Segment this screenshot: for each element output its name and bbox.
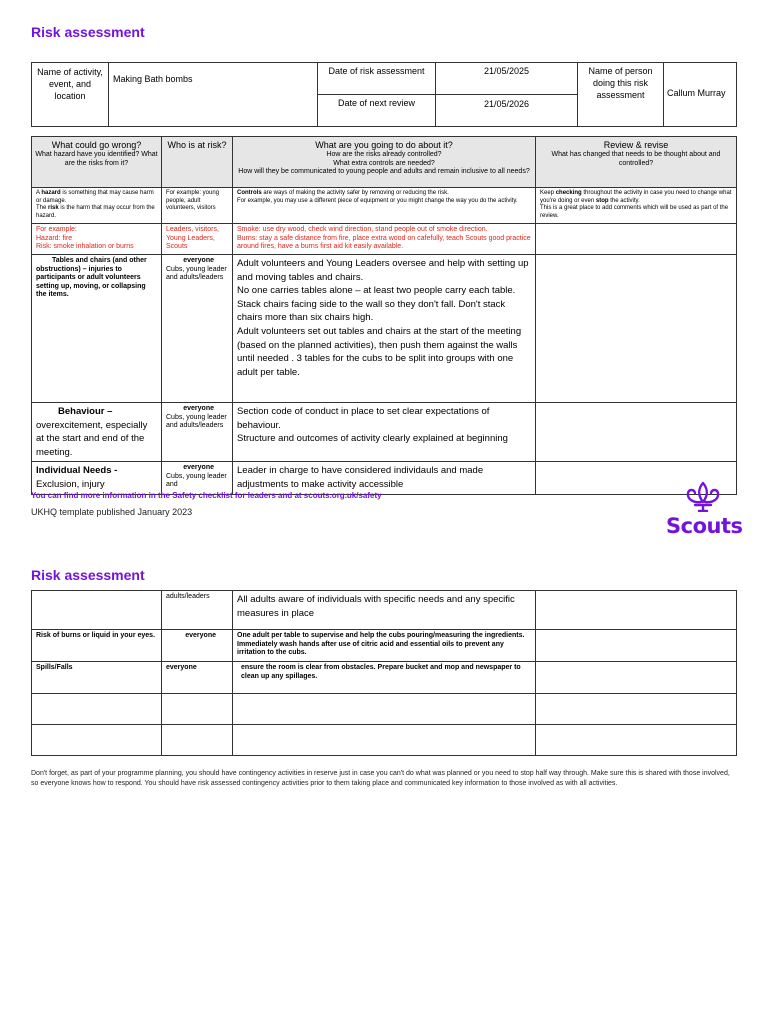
p2-row5-review[interactable]	[536, 725, 737, 756]
header-what-could-go-wrong: What could go wrong?	[51, 140, 142, 150]
example-wrong-3: Risk: smoke inhalation or burns	[36, 243, 134, 250]
guidance-controls-word: Controls	[237, 190, 262, 196]
p2-row5-hazard[interactable]	[32, 725, 162, 756]
row2-hazard[interactable]: overexcitement, especially at the start and end of the meeting.	[36, 419, 148, 458]
table-row	[32, 591, 737, 630]
row1-who[interactable]: Cubs, young leader and adults/leaders	[166, 265, 227, 281]
p2-row3-review[interactable]	[536, 662, 737, 694]
guidance-risk-pre: The	[36, 205, 49, 211]
p2-row2-hazard[interactable]: Risk of burns or liquid in your eyes.	[32, 630, 162, 662]
header-what-to-do-sub3: How will they be communicated to young people and adults and remain inclusive to all needs?	[238, 168, 530, 175]
row2-review[interactable]	[536, 403, 737, 462]
row3-hazard-title: Individual Needs -	[36, 465, 118, 477]
guidance-risk-post: is the harm that may occur from the hazard.	[36, 205, 155, 219]
assessor-name-value[interactable]: Callum Murray	[664, 63, 737, 127]
p2-row4-review[interactable]	[536, 694, 737, 725]
table-row	[32, 255, 737, 403]
assessment-date-value[interactable]: 21/05/2025	[436, 63, 578, 95]
row2-who[interactable]: Cubs, young leader and adults/leaders	[166, 413, 227, 429]
page2-title: Risk assessment	[31, 567, 145, 583]
header-review-revise: Review & revise	[603, 140, 669, 150]
scouts-logo	[662, 480, 744, 540]
row1-hazard[interactable]: Tables and chairs (and other obstructions) – injuries to participants or adult volunteers setting up, moving, or collapsing the items.	[32, 255, 162, 403]
p2-row1-hazard[interactable]	[32, 591, 162, 630]
guidance-review-extra: This is a great place to add comments which will be used as part of the review.	[540, 205, 729, 219]
risk-table	[31, 136, 737, 495]
p2-row3-control[interactable]: ensure the room is clear from obstacles. Prepare bucket and mop and newspaper to clean up any spillages.	[233, 662, 536, 694]
row2-hazard-title: Behaviour –	[58, 406, 113, 417]
row1-control-2[interactable]: No one carries tables alone – at least two people carry each table.	[237, 285, 516, 297]
p2-row2-control[interactable]: One adult per table to supervise and help the cubs pouring/measuring the ingredients. Immediately wash hands after use of citric acid and essential oils to prevent any irritation to the cubs.	[233, 630, 536, 662]
row1-control-4[interactable]: Adult volunteers set out tables and chairs at the start of the meeting (based on the planned activities), then push them against the walls until needed . 3 tables for the cubs to be split into groups with one adult per table.	[237, 325, 522, 378]
guidance-hazard-word: hazard	[41, 190, 61, 196]
p2-row1-review[interactable]	[536, 591, 737, 630]
example-do-2: Burns: stay a safe distance from fire, place extra wood on cafefully, teach Scouts good practice around fires, have a burns first aid kit easily available.	[237, 234, 531, 250]
header-what-to-do-sub1: How are the risks already controlled?	[326, 151, 442, 158]
p2-row5-control[interactable]	[233, 725, 536, 756]
safety-checklist-link[interactable]: You can find more information in the Safety checklist for leaders and at scouts.org.uk/safety	[31, 491, 382, 500]
guidance-review-word1: checking	[555, 190, 582, 196]
p2-row2-who[interactable]: everyone	[162, 630, 233, 662]
row2-who-head: everyone	[183, 405, 214, 412]
header-what-to-do-sub2: What extra controls are needed?	[333, 159, 435, 167]
scouts-wordmark: Scouts	[666, 514, 743, 538]
row1-review[interactable]	[536, 255, 737, 403]
assessor-name-label: Name of person doing this risk assessment	[578, 63, 664, 127]
example-wrong-1: For example:	[36, 226, 77, 233]
header-what-to-do: What are you going to do about it?	[315, 140, 453, 150]
guidance-controls-example: For example, you may use a different piece of equipment or you might change the way you do the activity.	[237, 197, 518, 204]
table-row	[32, 662, 737, 694]
table-row	[32, 462, 737, 494]
row2-control-2[interactable]: Structure and outcomes of activity clearly explained at beginning	[237, 433, 508, 445]
table-row	[32, 694, 737, 725]
header-review-revise-sub: What has changed that needs to be thought about and controlled?	[551, 151, 721, 167]
activity-name-value[interactable]: Making Bath bombs	[109, 63, 318, 127]
row1-control-3[interactable]: Stack chairs facing side to the wall so they don't fall. Don't stack chairs more than six chairs high.	[237, 298, 506, 324]
p2-row3-hazard[interactable]: Spills/Falls	[32, 662, 162, 694]
next-review-value[interactable]: 21/05/2026	[436, 95, 578, 127]
row3-control-1[interactable]: Leader in charge to have considered individauls and made adjustments to make activity accessible	[237, 465, 484, 490]
guidance-who: For example: young people, adult volunteers, visitors	[162, 188, 233, 224]
row2-control-1[interactable]: Section code of conduct in place to set clear expectations of behaviour.	[237, 406, 490, 431]
p2-row4-who[interactable]	[162, 694, 233, 725]
next-review-label: Date of next review	[318, 95, 436, 127]
p2-row3-who[interactable]: everyone	[162, 662, 233, 694]
guidance-controls-post: are ways of making the activity safer by removing or reducing the risk.	[261, 190, 449, 196]
table-row	[32, 725, 737, 756]
p2-row5-who[interactable]	[162, 725, 233, 756]
p2-row1-control[interactable]: All adults aware of individuals with specific needs and any specific measures in place	[233, 591, 536, 630]
guidance-review-pre: Keep	[540, 190, 556, 196]
row3-who[interactable]: Cubs, young leader and	[166, 472, 227, 489]
p2-row4-hazard[interactable]	[32, 694, 162, 725]
page-title: Risk assessment	[31, 24, 145, 40]
fleur-de-lis-icon	[683, 480, 723, 512]
example-who: Leaders, visitors, Young Leaders, Scouts	[162, 224, 233, 255]
example-review[interactable]	[536, 224, 737, 255]
table-row	[32, 630, 737, 662]
example-do-1: Smoke: use dry wood, check wind direction, stand people out of smoke direction.	[237, 226, 488, 233]
activity-info-table	[31, 62, 737, 127]
guidance-review-mid: throughout the activity in case you need to change what you're doing or even	[540, 190, 732, 204]
table-row	[32, 403, 737, 462]
risk-table-continued	[31, 590, 737, 756]
guidance-hazard-pre: A	[36, 190, 42, 196]
p2-row2-review[interactable]	[536, 630, 737, 662]
p2-row4-control[interactable]	[233, 694, 536, 725]
guidance-review-post: the activity.	[608, 197, 640, 204]
header-what-could-go-wrong-sub: What hazard have you identified? What are the risks from it?	[35, 151, 158, 167]
contingency-footnote: Don't forget, as part of your programme planning, you should have contingency activities in reserve just in case you can't do what was planned or you need to stop half way through. Make sure this is shared with those involved, so everyone knows how to respond. You should have risk assessed contingency activities prior to them taking place and communicated key information to those involved as with all activities.	[31, 770, 730, 787]
header-who-at-risk: Who is at risk?	[167, 140, 227, 150]
row3-who-head: everyone	[183, 464, 214, 472]
template-published-note: UKHQ template published January 2023	[31, 507, 193, 517]
example-wrong-2: Hazard: fire	[36, 234, 73, 242]
row1-who-head: everyone	[183, 257, 214, 264]
assessment-date-label: Date of risk assessment	[318, 63, 436, 95]
guidance-review-word2: stop	[595, 197, 609, 204]
row3-hazard[interactable]: Exclusion, injury	[36, 478, 105, 490]
row1-control-1[interactable]: Adult volunteers and Young Leaders oversee and help with setting up and moving tables and chairs.	[237, 258, 529, 283]
guidance-risk-word: risk	[48, 205, 59, 211]
activity-name-label: Name of activity, event, and location	[32, 63, 109, 127]
p2-row1-who[interactable]: adults/leaders	[162, 591, 233, 630]
guidance-hazard-post: is something that may cause harm or damage.	[36, 190, 154, 204]
